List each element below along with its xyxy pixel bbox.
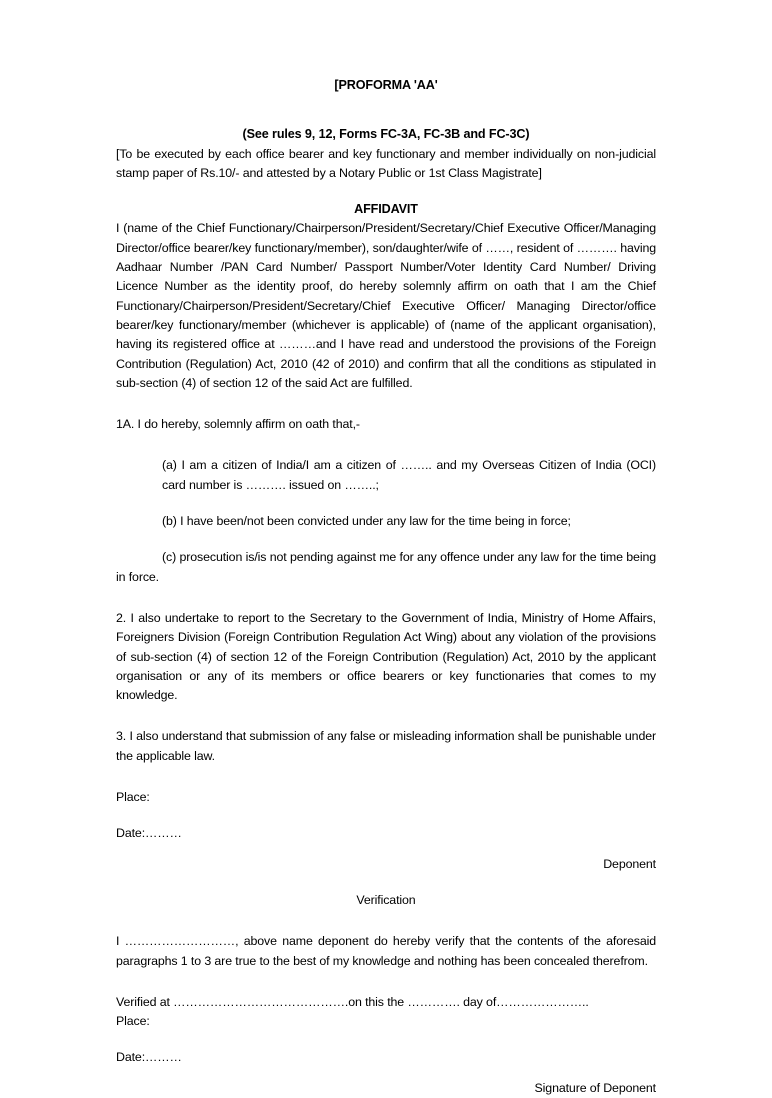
spacer (116, 766, 656, 788)
spacer (116, 393, 656, 415)
paragraph-1a: 1A. I do hereby, solemnly affirm on oath that,- (116, 417, 360, 432)
spacer (116, 1031, 656, 1048)
verified-at-line: Verified at …………………………………….on this the …………. day of………………….. (116, 994, 589, 1009)
date-label: Date:……… (116, 826, 182, 841)
spacer (116, 1068, 656, 1079)
spacer (116, 434, 656, 456)
spacer (116, 531, 656, 548)
intro-paragraph: I (name of the Chief Functionary/Chairperson/President/Secretary/Chief Executive Officer/Managing Director/office bearer/key functionary/member), son/daughter/wife of ……, resident of ………. having Aadhaar Number /PAN Card Number/ Passport Number/Voter Identity Card Number/ Driving Licence Number as the identity proof, do hereby solemnly affirm on oath that I am the Chief Functionary/Chairperson/President/Secretary/Chief Executive Officer/ Managing Director/office bearer/key functionary/member (whichever is applicable) of (name of the applicant organisation), having its registered office at ………and I have read and understood the provisions of the Foreign Contribution (Regulation) Act, 2010 (42 of 2010) and confirm that all the conditions as stipulated in sub-section (4) of section 12 of the said Act are fulfilled. (116, 221, 656, 390)
execution-note: [To be executed by each office bearer and key functionary and member individually on non-judicial stamp paper of Rs.10/- and attested by a Notary Public or 1st Class Magistrate] (116, 146, 656, 180)
spacer (116, 910, 656, 932)
paragraph-3: 3. I also understand that submission of any false or misleading information shall be punishable under the applicable law. (116, 729, 656, 763)
place-label: Place: (116, 790, 150, 805)
verification-paragraph: I ………………………, above name deponent do hereby verify that the contents of the aforesaid paragraphs 1 to 3 are true to the best of my knowledge and nothing has been concealed therefrom. (116, 934, 656, 968)
clause-a: (a) I am a citizen of India/I am a citizen of …….. and my Overseas Citizen of India (OCI) card number is ………. issued on ……..; (162, 458, 656, 492)
spacer (116, 874, 656, 891)
verification-date-label: Date:……… (116, 1050, 182, 1065)
verification-heading: Verification (356, 892, 416, 907)
clause-c: (c) prosecution is/is not pending against me for any offence under any law for the time being in force. (116, 550, 656, 584)
spacer (116, 807, 656, 824)
spacer (116, 971, 656, 993)
spacer (116, 495, 656, 512)
paragraph-2: 2. I also undertake to report to the Secretary to the Government of India, Ministry of Home Affairs, Foreigners Division (Foreign Contribution Regulation Act Wing) about any violation of the provisions of sub-section (4) of section 12 of the Foreign Contribution (Regulation) Act, 2010 by the applicant organisation or any of its members or office bearers or key functionaries that comes to my knowledge. (116, 610, 656, 703)
spacer (116, 844, 656, 855)
spacer (116, 183, 656, 200)
rules-reference: (See rules 9, 12, Forms FC-3A, FC-3B and FC-3C) (242, 127, 530, 142)
signature-label: Signature of Deponent (534, 1080, 656, 1095)
spacer (116, 587, 656, 609)
spacer (116, 95, 656, 125)
verification-place-label: Place: (116, 1014, 150, 1029)
affidavit-heading: AFFIDAVIT (354, 202, 418, 217)
deponent-label: Deponent (603, 856, 656, 871)
document-content (116, 76, 656, 1098)
spacer (116, 705, 656, 727)
clause-b: (b) I have been/not been convicted under any law for the time being in force; (162, 514, 571, 529)
proforma-title: [PROFORMA 'AA' (334, 78, 438, 92)
